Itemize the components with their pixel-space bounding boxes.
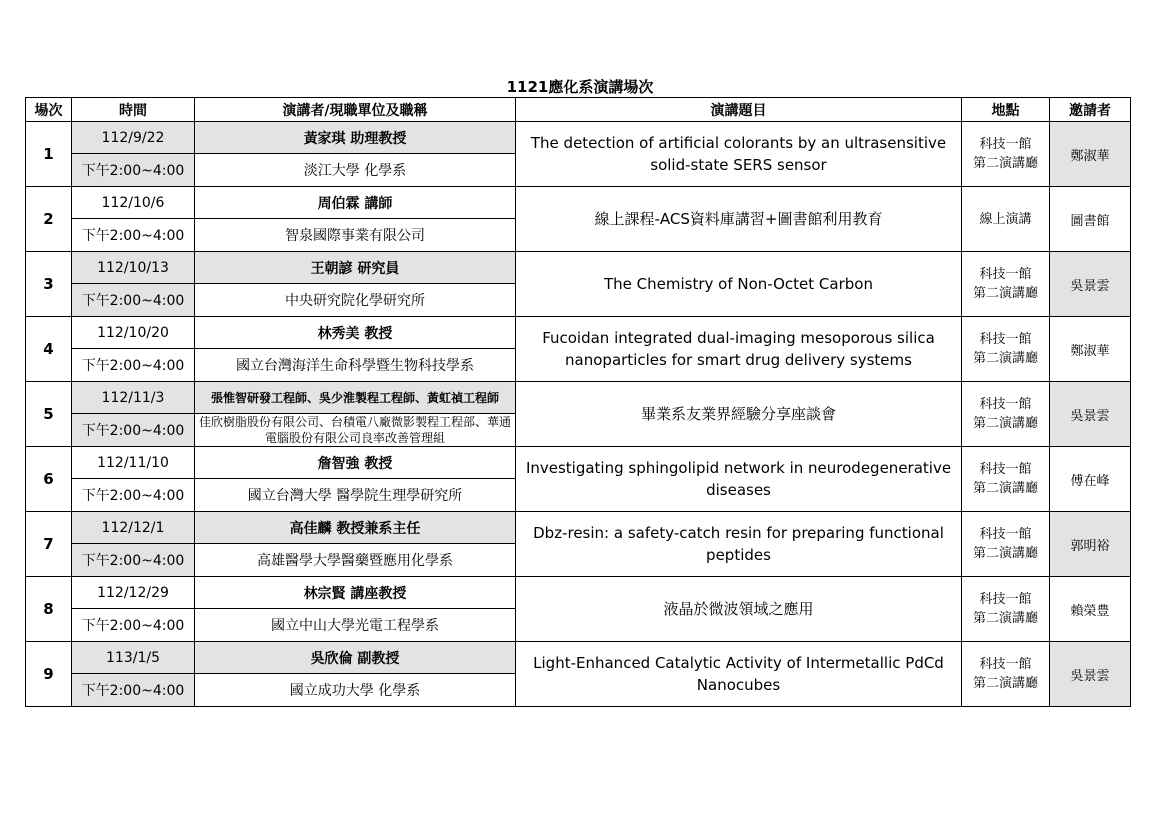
speaker-affiliation: 佳欣樹脂股份有限公司、台積電八廠微影製程工程部、華通電腦股份有限公司良率改善管理組 <box>195 414 516 447</box>
header-row <box>26 98 1131 122</box>
session-number: 5 <box>26 382 72 447</box>
speaker-name: 張惟智研發工程師、吳少淮製程工程師、黃虹禎工程師 <box>195 382 516 414</box>
venue <box>962 252 1050 317</box>
session-time: 下午2:00~4:00 <box>72 219 195 252</box>
venue-line-1: 線上演講 <box>979 211 1032 227</box>
table-row <box>26 252 1131 284</box>
venue-line-1: 科技一館 <box>979 592 1032 607</box>
session-number: 2 <box>26 187 72 252</box>
session-number: 3 <box>26 252 72 317</box>
talk-topic: Dbz-resin: a safety-catch resin for preparing functional peptides <box>516 512 962 577</box>
host-name: 圖書館 <box>1050 187 1131 252</box>
header-speaker: 演講者/現職單位及職稱 <box>195 98 516 122</box>
host-name: 郭明裕 <box>1050 512 1131 577</box>
venue-line-1: 科技一館 <box>979 462 1032 477</box>
speaker-name: 黃家琪 助理教授 <box>195 122 516 154</box>
session-time: 下午2:00~4:00 <box>72 609 195 642</box>
speaker-affiliation: 中央研究院化學研究所 <box>195 284 516 317</box>
speaker-affiliation: 智泉國際事業有限公司 <box>195 219 516 252</box>
venue-line-1: 科技一館 <box>979 137 1032 152</box>
speaker-name: 林宗賢 講座教授 <box>195 577 516 609</box>
talk-topic: Fucoidan integrated dual-imaging mesoporous silica nanoparticles for smart drug delivery systems <box>516 317 962 382</box>
venue-line-2: 第二演講廳 <box>972 286 1038 301</box>
host-name: 傅在峰 <box>1050 447 1131 512</box>
talk-topic: Light-Enhanced Catalytic Activity of Intermetallic PdCd Nanocubes <box>516 642 962 707</box>
session-time: 下午2:00~4:00 <box>72 674 195 707</box>
table-row <box>26 577 1131 609</box>
table-row <box>26 187 1131 219</box>
venue <box>962 577 1050 642</box>
header-time: 時間 <box>72 98 195 122</box>
session-number: 8 <box>26 577 72 642</box>
session-date: 112/10/20 <box>72 317 195 349</box>
speaker-name: 吳欣倫 副教授 <box>195 642 516 674</box>
header-host: 邀請者 <box>1050 98 1131 122</box>
header-session: 場次 <box>26 98 72 122</box>
speaker-affiliation: 國立成功大學 化學系 <box>195 674 516 707</box>
venue-line-2: 第二演講廳 <box>972 351 1038 366</box>
session-time: 下午2:00~4:00 <box>72 154 195 187</box>
host-name: 吳景雲 <box>1050 382 1131 447</box>
speaker-affiliation: 淡江大學 化學系 <box>195 154 516 187</box>
venue-line-2: 第二演講廳 <box>972 676 1038 691</box>
venue <box>962 122 1050 187</box>
venue <box>962 317 1050 382</box>
speaker-affiliation: 高雄醫學大學醫藥暨應用化學系 <box>195 544 516 577</box>
venue <box>962 642 1050 707</box>
session-time: 下午2:00~4:00 <box>72 284 195 317</box>
talk-topic: The Chemistry of Non-Octet Carbon <box>516 252 962 317</box>
session-date: 112/11/3 <box>72 382 195 414</box>
session-date: 112/10/13 <box>72 252 195 284</box>
venue-line-2: 第二演講廳 <box>972 481 1038 496</box>
host-name: 吳景雲 <box>1050 252 1131 317</box>
venue-line-1: 科技一館 <box>979 657 1032 672</box>
header-venue: 地點 <box>962 98 1050 122</box>
speaker-name: 周伯霖 講師 <box>195 187 516 219</box>
session-date: 113/1/5 <box>72 642 195 674</box>
session-date: 112/12/29 <box>72 577 195 609</box>
session-date: 112/9/22 <box>72 122 195 154</box>
speaker-name: 王朝諺 研究員 <box>195 252 516 284</box>
host-name: 鄭淑華 <box>1050 317 1131 382</box>
speaker-affiliation: 國立台灣海洋生命科學暨生物科技學系 <box>195 349 516 382</box>
header-topic: 演講題目 <box>516 98 962 122</box>
venue <box>962 447 1050 512</box>
session-date: 112/10/6 <box>72 187 195 219</box>
session-number: 1 <box>26 122 72 187</box>
session-time: 下午2:00~4:00 <box>72 349 195 382</box>
host-name: 鄭淑華 <box>1050 122 1131 187</box>
session-number: 9 <box>26 642 72 707</box>
venue-line-1: 科技一館 <box>979 267 1032 282</box>
talk-topic: The detection of artificial colorants by an ultrasensitive solid-state SERS sensor <box>516 122 962 187</box>
page-title: 1121應化系演講場次 <box>506 78 654 96</box>
table-row <box>26 447 1131 479</box>
session-time: 下午2:00~4:00 <box>72 544 195 577</box>
session-time: 下午2:00~4:00 <box>72 479 195 512</box>
venue-line-1: 科技一館 <box>979 527 1032 542</box>
venue <box>962 382 1050 447</box>
talk-topic: 線上課程-ACS資料庫講習+圖書館利用教育 <box>516 187 962 252</box>
host-name: 賴榮豊 <box>1050 577 1131 642</box>
table-row <box>26 317 1131 349</box>
venue-line-2: 第二演講廳 <box>972 546 1038 561</box>
session-time: 下午2:00~4:00 <box>72 414 195 447</box>
venue-line-1: 科技一館 <box>979 397 1032 412</box>
schedule-table <box>25 97 1131 707</box>
talk-topic: Investigating sphingolipid network in neurodegenerative diseases <box>516 447 962 512</box>
table-row <box>26 382 1131 414</box>
venue <box>962 512 1050 577</box>
table-row <box>26 642 1131 674</box>
speaker-affiliation: 國立台灣大學 醫學院生理學研究所 <box>195 479 516 512</box>
speaker-name: 高佳麟 教授兼系主任 <box>195 512 516 544</box>
talk-topic: 液晶於微波領域之應用 <box>516 577 962 642</box>
venue-line-2: 第二演講廳 <box>972 416 1038 431</box>
speaker-name: 詹智強 教授 <box>195 447 516 479</box>
venue <box>962 187 1050 252</box>
venue-line-2: 第二演講廳 <box>972 611 1038 626</box>
host-name: 吳景雲 <box>1050 642 1131 707</box>
table-row <box>26 122 1131 154</box>
talk-topic: 畢業系友業界經驗分享座談會 <box>516 382 962 447</box>
session-date: 112/11/10 <box>72 447 195 479</box>
session-number: 4 <box>26 317 72 382</box>
session-number: 7 <box>26 512 72 577</box>
session-date: 112/12/1 <box>72 512 195 544</box>
table-row <box>26 512 1131 544</box>
session-number: 6 <box>26 447 72 512</box>
venue-line-1: 科技一館 <box>979 332 1032 347</box>
speaker-affiliation: 國立中山大學光電工程學系 <box>195 609 516 642</box>
speaker-name: 林秀美 教授 <box>195 317 516 349</box>
venue-line-2: 第二演講廳 <box>972 156 1038 171</box>
